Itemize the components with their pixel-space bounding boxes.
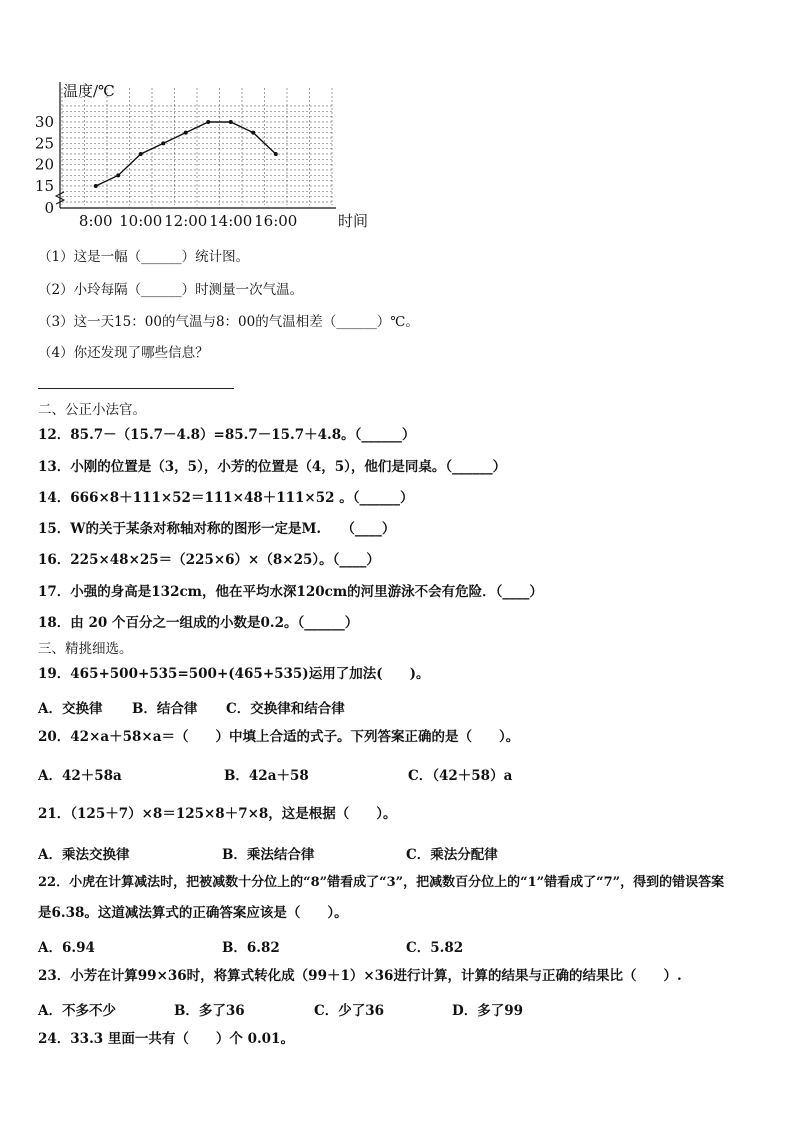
x-tick-label: 10:00 bbox=[119, 212, 163, 230]
question-19-stem: 19．465+500+535=500+(465+535)运用了加法( )。 bbox=[38, 666, 430, 682]
question-22-stem-line-2: 是6.38。这道减法算式的正确答案应该是（ ）。 bbox=[38, 905, 348, 921]
q19-option-c: C．交换律和结合律 bbox=[226, 701, 345, 717]
q23-option-b: B．多了36 bbox=[174, 1003, 245, 1019]
chart-axes bbox=[56, 82, 336, 208]
judge-item-17: 17．小强的身高是132cm，他在平均水深120cm的河里游泳不会有危险．（____） bbox=[38, 584, 543, 600]
question-20-stem: 20．42×a＋58×a＝（ ）中填上合适的式子。下列答案正确的是（ ）。 bbox=[38, 729, 520, 745]
y-tick-label: 25 bbox=[34, 134, 54, 153]
data-point bbox=[139, 152, 143, 156]
x-tick-label: 12:00 bbox=[164, 212, 208, 230]
x-tick-label: 16:00 bbox=[254, 212, 298, 230]
x-tick-label: 14:00 bbox=[209, 212, 253, 230]
section-2-title: 二、公正小法官。 bbox=[38, 402, 146, 418]
judge-item-14: 14．666×8＋111×52＝111×48＋111×52 。（______） bbox=[38, 490, 414, 506]
q22-option-a: A．6.94 bbox=[38, 940, 95, 956]
judge-item-16: 16．225×48×25＝（225×6）×（8×25）。（____） bbox=[38, 552, 380, 568]
data-point bbox=[94, 184, 98, 188]
x-tick-label: 8:00 bbox=[78, 212, 113, 230]
q19-option-b: B．结合律 bbox=[132, 701, 198, 717]
answer-line bbox=[38, 388, 234, 389]
judge-item-12: 12．85.7－（15.7－4.8）=85.7－15.7＋4.8。（______） bbox=[38, 427, 416, 443]
y-axis-label: 温度/℃ bbox=[63, 82, 115, 100]
question-21-stem: 21．（125＋7）×8＝125×8＋7×8，这是根据（ ）。 bbox=[38, 806, 397, 822]
question-23-stem: 23．小芳在计算99×36时，将算式转化成（99＋1）×36进行计算，计算的结果与正确的结果比（ ）. bbox=[38, 968, 682, 984]
judge-item-13: 13．小刚的位置是（3，5），小芳的位置是（4，5），他们是同桌。（______） bbox=[38, 459, 507, 475]
x-axis-label: 时间 bbox=[338, 212, 369, 230]
q23-option-d: D．多了99 bbox=[452, 1003, 523, 1019]
q20-option-c: C．（42＋58）a bbox=[408, 768, 513, 784]
q23-option-a: A．不多不少 bbox=[38, 1003, 116, 1019]
q19-option-a: A．交换律 bbox=[38, 701, 103, 717]
data-point bbox=[116, 173, 120, 177]
y-tick-label: 20 bbox=[34, 155, 54, 174]
q23-option-c: C．少了36 bbox=[314, 1003, 385, 1019]
section-3-title: 三、精挑细选。 bbox=[38, 641, 133, 657]
data-point bbox=[161, 141, 165, 145]
data-point bbox=[274, 152, 278, 156]
temperature-line-chart bbox=[30, 78, 390, 238]
chart-question-3: （3）这一天15：00的气温与8：00的气温相差（______）℃。 bbox=[38, 314, 419, 330]
chart-question-1: （1）这是一幅（______）统计图。 bbox=[38, 249, 250, 265]
y-tick-label: 15 bbox=[34, 177, 54, 195]
chart-question-2: （2）小玲每隔（______）时测量一次气温。 bbox=[38, 282, 304, 298]
q20-option-b: B．42a＋58 bbox=[224, 768, 309, 784]
q20-option-a: A．42＋58a bbox=[38, 768, 122, 784]
q22-option-b: B．6.82 bbox=[222, 940, 280, 956]
y-tick-label: 0 bbox=[44, 199, 54, 217]
chart-question-4: （4）你还发现了哪些信息？ bbox=[38, 345, 209, 361]
data-point bbox=[206, 120, 210, 124]
question-24-stem: 24．33.3 里面一共有（ ）个 0.01。 bbox=[38, 1031, 294, 1047]
chart-grid bbox=[62, 88, 332, 205]
question-22-stem-line-1: 22．小虎在计算减法时，把被减数十分位上的“8”错看成了“3”，把减数百分位上的“1”错看成了“7”，得到的错误答案 bbox=[38, 875, 725, 890]
y-tick-label: 30 bbox=[34, 113, 54, 131]
judge-item-15: 15．W的关于某条对称轴对称的图形一定是M. （____） bbox=[38, 521, 396, 537]
judge-item-18: 18．由 20 个百分之一组成的小数是0.2。（______） bbox=[38, 615, 359, 631]
q21-option-c: C．乘法分配律 bbox=[406, 847, 498, 863]
data-point bbox=[184, 131, 188, 135]
q21-option-a: A．乘法交换律 bbox=[38, 847, 130, 863]
q21-option-b: B．乘法结合律 bbox=[222, 847, 315, 863]
data-point bbox=[229, 120, 233, 124]
q22-option-c: C．5.82 bbox=[406, 940, 464, 956]
data-point bbox=[251, 131, 255, 135]
